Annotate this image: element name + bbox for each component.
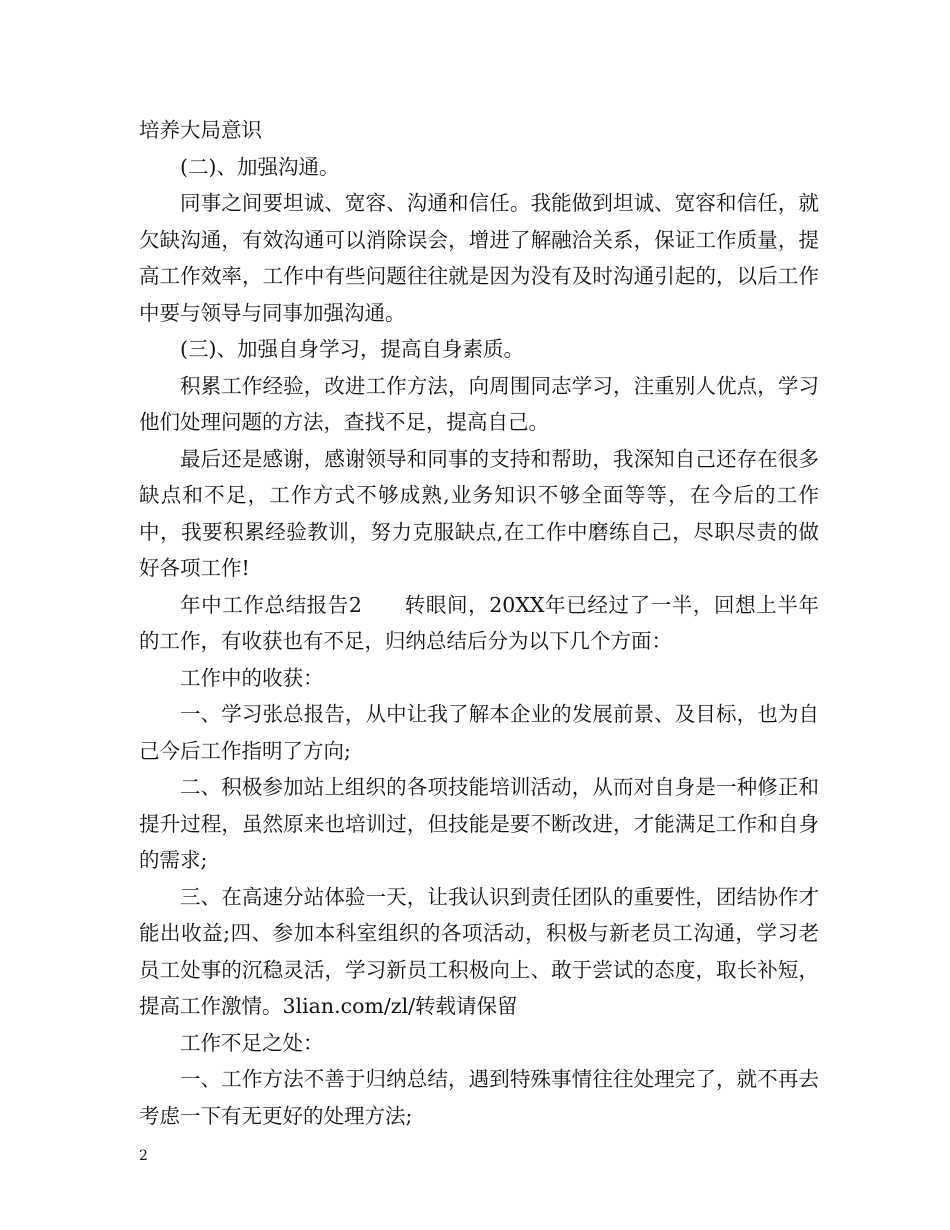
paragraph: 同事之间要坦诚、宽容、沟通和信任。我能做到坦诚、宽容和信任，就欠缺沟通，有效沟通可以消除误会，增进了解融洽关系，保证工作质量，提高工作效率，工作中有些问题往往就是因为没有及时沟通引起的，以后工作中要与领导与同事加强沟通。	[139, 191, 819, 325]
document-body	[139, 112, 819, 1134]
paragraph: 一、学习张总报告，从中让我了解本企业的发展前景、及目标，也为自己今后工作指明了方向;	[139, 702, 819, 763]
paragraph: 三、在高速分站体验一天，让我认识到责任团队的重要性，团结协作才能出收益;四、参加本科室组织的各项活动，积极与新老员工沟通，学习老员工处事的沉稳灵活，学习新员工积极向上、敢于尝试的态度，取长补短，提高工作激情。3lian.com/zl/转载请保留	[139, 884, 819, 1018]
paragraph: 一、工作方法不善于归纳总结，遇到特殊事情往往处理完了，就不再去考虑一下有无更好的处理方法;	[139, 1067, 819, 1128]
page-number: 2	[139, 1148, 148, 1164]
section-heading-2: (二)、加强沟通。	[180, 154, 340, 179]
paragraph: 培养大局意识	[139, 118, 262, 142]
paragraph: 积累工作经验，改进工作方法，向周围同志学习，注重别人优点，学习他们处理问题的方法，查找不足，提高自己。	[139, 373, 819, 434]
section-heading-3: (三)、加强自身学习，提高自身素质。	[180, 337, 524, 361]
paragraph: 最后还是感谢，感谢领导和同事的支持和帮助，我深知自己还存在很多缺点和不足，工作方式不够成熟,业务知识不够全面等等，在今后的工作中，我要积累经验教训，努力克服缺点,在工作中磨练自己，尽职尽责的做好各项工作!	[139, 446, 819, 580]
report-title-paragraph: 年中工作总结报告2 转眼间，20XX年已经过了一半，回想上半年的工作，有收获也有不足，归纳总结后分为以下几个方面：	[139, 592, 819, 653]
subheading-shortcomings: 工作不足之处：	[180, 1030, 324, 1055]
paragraph: 二、积极参加站上组织的各项技能培训活动，从而对自身是一种修正和提升过程，虽然原来也培训过，但技能是要不断改进，才能满足工作和自身的需求;	[139, 775, 819, 872]
subheading-gains: 工作中的收获：	[180, 665, 324, 690]
